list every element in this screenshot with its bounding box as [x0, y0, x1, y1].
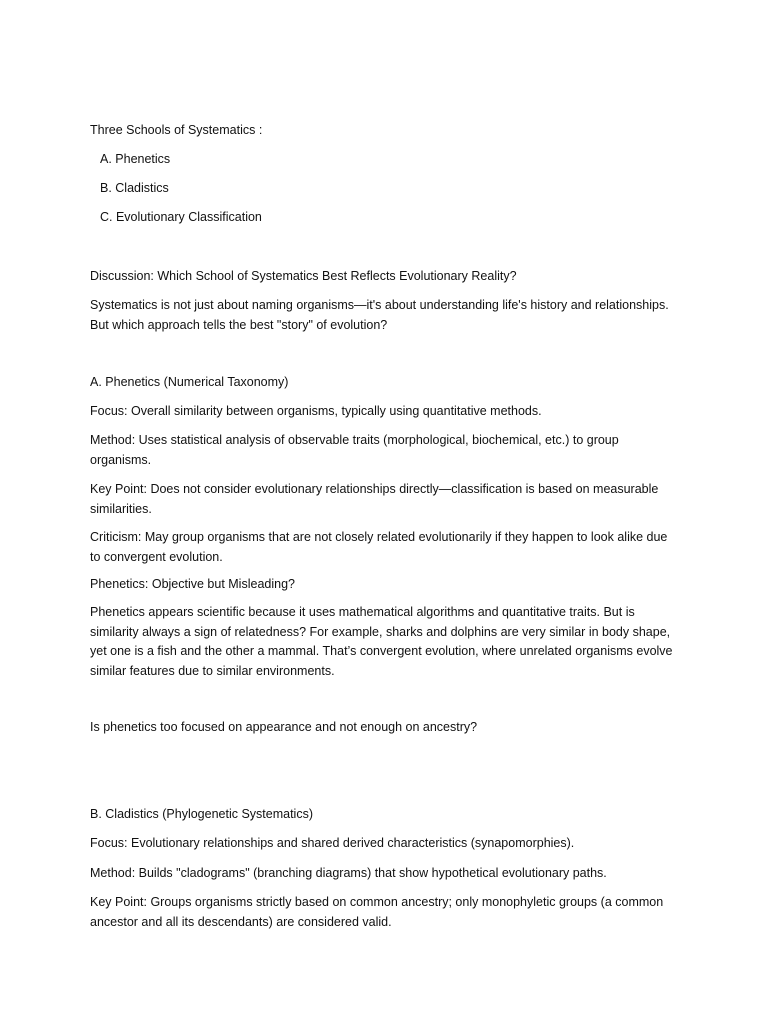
- phenetics-focus: Focus: Overall similarity between organisms, typically using quantitative methods.: [90, 404, 542, 418]
- phenetics-paragraph: Phenetics appears scientific because it uses mathematical algorithms and quantitative traits. But is similarity always a sign of relatedness? For example, sharks and dolphins are very similar in body shape, yet one is a fish and the other a mammal. That’s convergent evolution, where unrelated organisms evolve similar features due to similar environments.: [90, 605, 673, 678]
- cladistics-focus: Focus: Evolutionary relationships and shared derived characteristics (synapomorphies).: [90, 836, 575, 850]
- cladistics-key-point: Key Point: Groups organisms strictly based on common ancestry; only monophyletic groups (a common ancestor and all its descendants) are considered valid.: [90, 895, 664, 929]
- cladistics-method: Method: Builds "cladograms" (branching diagrams) that show hypothetical evolutionary paths.: [90, 866, 607, 880]
- phenetics-method: Method: Uses statistical analysis of observable traits (morphological, biochemical, etc.) to group organisms.: [90, 433, 619, 467]
- phenetics-criticism: Criticism: May group organisms that are not closely related evolutionarily if they happen to look alike due to convergent evolution.: [90, 530, 668, 564]
- intro-title: Three Schools of Systematics :: [90, 123, 263, 137]
- phenetics-key-point: Key Point: Does not consider evolutionary relationships directly—classification is based on measurable similarities.: [90, 482, 659, 516]
- intro-item-evolutionary: C. Evolutionary Classification: [100, 210, 262, 224]
- discussion-body: Systematics is not just about naming organisms—it's about understanding life's history and relationships. But which approach tells the best "story" of evolution?: [90, 298, 669, 332]
- phenetics-heading: A. Phenetics (Numerical Taxonomy): [90, 375, 289, 389]
- intro-item-cladistics: B. Cladistics: [100, 181, 169, 195]
- phenetics-question: Is phenetics too focused on appearance and not enough on ancestry?: [90, 720, 478, 734]
- phenetics-subheading: Phenetics: Objective but Misleading?: [90, 577, 295, 591]
- cladistics-heading: B. Cladistics (Phylogenetic Systematics): [90, 807, 313, 821]
- discussion-heading: Discussion: Which School of Systematics Best Reflects Evolutionary Reality?: [90, 269, 517, 283]
- intro-item-phenetics: A. Phenetics: [100, 152, 171, 166]
